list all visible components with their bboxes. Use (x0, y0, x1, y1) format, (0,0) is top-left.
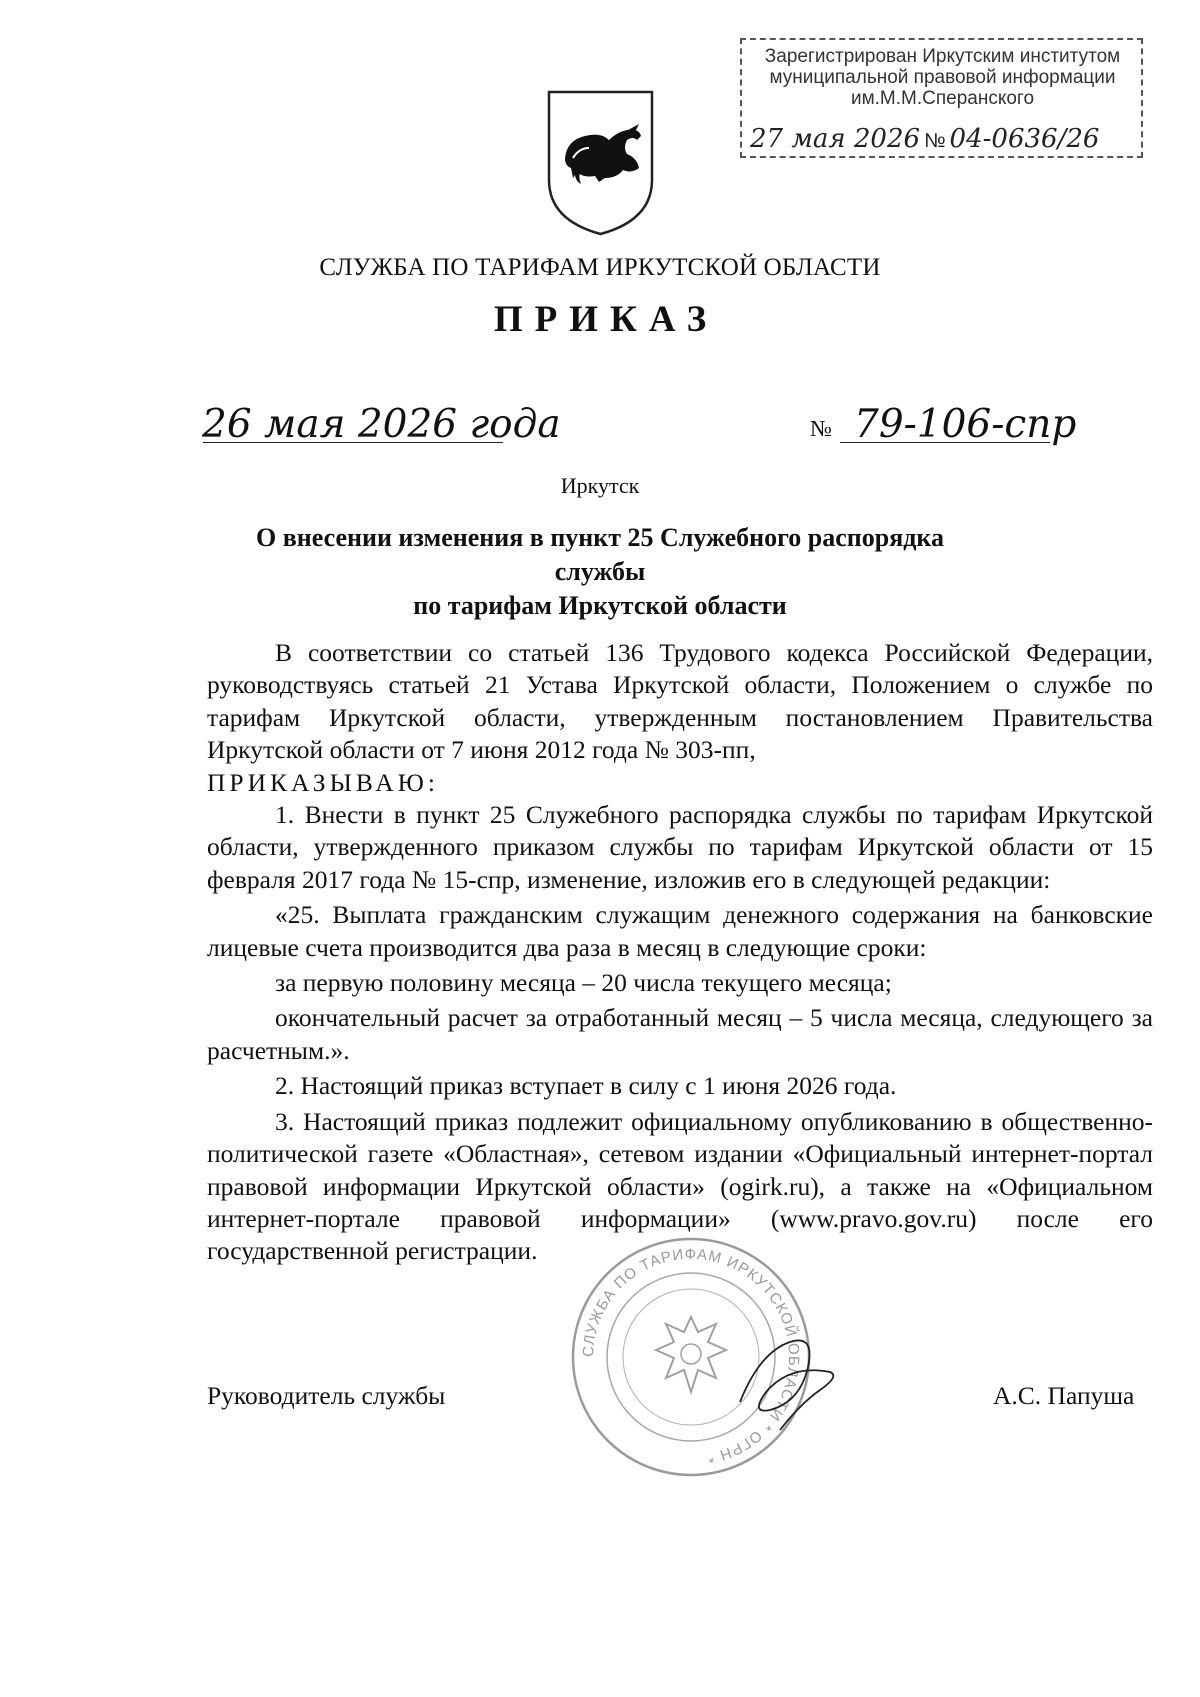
stamp-line-3: им.М.М.Сперанского (850, 88, 1035, 109)
quote-paragraph-3: окончательный расчет за отработанный месяц – 5 числа месяца, следующего за расчетным.». (207, 1003, 1153, 1065)
preamble-paragraph: В соответствии со статьей 136 Трудового кодекса Российской Федерации, руководствуясь статьей 21 Устава Иркутской области, Положением о службе по тарифам Иркутской области, утвержденным постановлением Правительства Иркутской области от 7 июня 2012 года № 303-пп, (207, 638, 1153, 765)
number-sign: № (810, 416, 832, 441)
item-3-paragraph: 3. Настоящий приказ подлежит официальному опубликованию в общественно-политической газете «Областная», сетевом издании «Официальный интернет-портал правовой информации Иркутской области» (ogirk.ru), а также на «Официальном интернет-портале правовой информации» (www.pravo.gov.ru) после его государственной регистрации. (207, 1106, 1153, 1266)
document-body (207, 637, 1153, 1268)
order-word: ПРИКАЗЫВАЮ: (207, 767, 439, 797)
registration-stamp (740, 38, 1143, 158)
stamp-reg-date: 27 мая 2026 (750, 124, 921, 154)
date-underline (203, 442, 503, 443)
signer-name: А.С. Папуша (993, 1381, 1135, 1410)
city: Иркутск (560, 473, 640, 498)
heading-line-1: О внесении изменения в пункт 25 Служебного распорядка службы (255, 523, 944, 586)
stamp-reg-number: 04-0636/26 (949, 124, 1100, 154)
quote-paragraph-1: «25. Выплата гражданским служащим денежного содержания на банковские лицевые счета производится два раза в месяц в следующие сроки: (207, 900, 1153, 962)
stamp-number-sign: № (924, 130, 946, 152)
handwritten-signature-icon (720, 1312, 850, 1442)
quote-paragraph-2: за первую половину месяца – 20 числа текущего месяца; (275, 968, 892, 998)
seal-ring-text: СЛУЖБА ПО ТАРИФАМ ИРКУТСКОЙ ОБЛАСТИ * ОГРН * (579, 1245, 803, 1467)
item-2-paragraph: 2. Настоящий приказ вступает в силу с 1 июня 2026 года. (275, 1071, 897, 1101)
document-type: ПРИКАЗ (493, 299, 719, 340)
signer-role: Руководитель службы (207, 1381, 446, 1410)
document-heading (230, 521, 970, 623)
number-underline (840, 442, 1050, 443)
item-1-paragraph: 1. Внести в пункт 25 Служебного распорядка службы по тарифам Иркутской области, утвержденного приказом службы по тарифам Иркутской области от 15 февраля 2017 года № 15-спр, изменение, изложив его в следующей редакции: (207, 800, 1153, 894)
organization-name: СЛУЖБА ПО ТАРИФАМ ИРКУТСКОЙ ОБЛАСТИ (319, 254, 881, 281)
coat-of-arms-icon (543, 88, 658, 238)
document-date: 26 мая 2026 года (202, 402, 561, 447)
stamp-registration-entry (750, 124, 1099, 154)
stamp-line-2: муниципальной правовой информации (769, 67, 1116, 88)
heading-line-2: по тарифам Иркутской области (413, 591, 787, 620)
document-number: 79-106-спр (854, 402, 1077, 447)
stamp-line-1: Зарегистрирован Иркутским институтом (764, 46, 1121, 67)
